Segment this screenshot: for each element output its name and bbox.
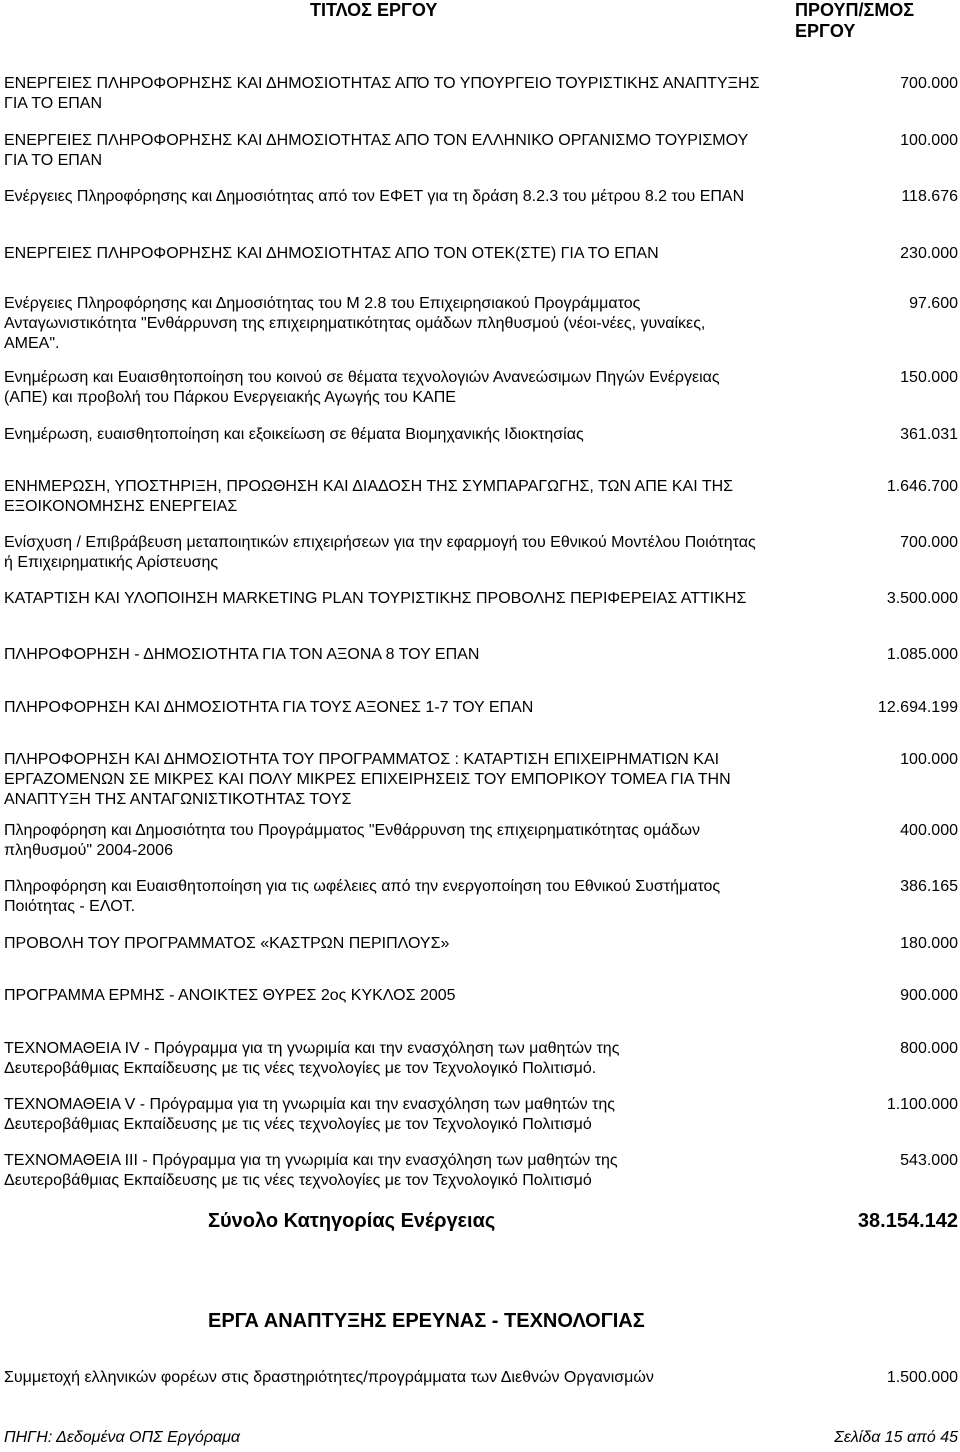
column-header-budget: ΠΡΟΥΠ/ΣΜΟΣ ΕΡΓΟΥ xyxy=(795,0,915,41)
row-amount: 100.000 xyxy=(900,132,958,149)
row-amount: 230.000 xyxy=(900,245,958,262)
row-title: ΠΛΗΡΟΦΟΡΗΣΗ - ΔΗΜΟΣΙΟΤΗΤΑ ΓΙΑ ΤΟΝ ΑΞΟΝΑ 8 ΤΟΥ ΕΠΑΝ xyxy=(4,646,480,663)
row-amount: 100.000 xyxy=(900,751,958,768)
section-title: ΕΡΓΑ ΑΝΑΠΤΥΞΗΣ ΕΡΕΥΝΑΣ - ΤΕΧΝΟΛΟΓΙΑΣ xyxy=(208,1310,645,1332)
row-amount: 700.000 xyxy=(900,75,958,92)
row-title: ΕΝΗΜΕΡΩΣΗ, ΥΠΟΣΤΗΡΙΞΗ, ΠΡΟΩΘΗΣΗ ΚΑΙ ΔΙΑΔΟΣΗ ΤΗΣ ΣΥΜΠΑΡΑΓΩΓΗΣ, ΤΩΝ ΑΠΕ ΚΑΙ ΤΗΣ ΕΞΟΙΚΟΝΟΜΗΣΗΣ ΕΝΕΡΓΕΙΑΣ xyxy=(4,478,734,515)
row-amount: 800.000 xyxy=(900,1040,958,1057)
row-amount: 1.646.700 xyxy=(886,478,958,495)
row-title: ΕΝΕΡΓΕΙΕΣ ΠΛΗΡΟΦΟΡΗΣΗΣ ΚΑΙ ΔΗΜΟΣΙΟΤΗΤΑΣ ΑΠΟ ΤΟΝ ΟΤΕΚ(ΣΤΕ) ΓΙΑ ΤΟ ΕΠΑΝ xyxy=(4,245,659,262)
row-amount: 3.500.000 xyxy=(886,590,958,607)
category-total-value: 38.154.142 xyxy=(857,1210,958,1232)
row-amount: 700.000 xyxy=(900,534,958,551)
row-amount: 1.500.000 xyxy=(886,1369,958,1386)
row-title: Ενέργειες Πληροφόρησης και Δημοσιότητας του Μ 2.8 του Επιχειρησιακού Προγράμματος Ανταγωνιστικότητα "Ενθάρρυνση της επιχειρηματικότητας ομάδων πληθυσμού (νέοι-νέες, γυναίκες, ΑΜΕΑ". xyxy=(4,295,706,352)
row-amount: 400.000 xyxy=(900,822,958,839)
row-title: ΚΑΤΑΡΤΙΣΗ ΚΑΙ ΥΛΟΠΟΙΗΣΗ MARKETING PLAN ΤΟΥΡΙΣΤΙΚΗΣ ΠΡΟΒΟΛΗΣ ΠΕΡΙΦΕΡΕΙΑΣ ΑΤΤΙΚΗΣ xyxy=(4,590,747,607)
row-title: Συμμετοχή ελληνικών φορέων στις δραστηριότητες/προγράμματα των Διεθνών Οργανισμών xyxy=(4,1369,654,1386)
row-title: ΤΕΧΝΟΜΑΘΕΙΑ III - Πρόγραμμα για τη γνωριμία και την ενασχόληση των μαθητών της Δευτεροβάθμιας Εκπαίδευσης με τις νέες τεχνολογίες με τον Τεχνολογικό Πολιτισμό xyxy=(4,1152,618,1189)
row-amount: 12.694.199 xyxy=(877,699,958,716)
row-title: ΕΝΕΡΓΕΙΕΣ ΠΛΗΡΟΦΟΡΗΣΗΣ ΚΑΙ ΔΗΜΟΣΙΟΤΗΤΑΣ ΑΠΌ ΤΟ ΥΠΟΥΡΓΕΙΟ ΤΟΥΡΙΣΤΙΚΗΣ ΑΝΑΠΤΥΞΗΣ ΓΙΑ ΤΟ ΕΠΑΝ xyxy=(4,75,760,112)
row-amount: 118.676 xyxy=(901,188,958,205)
row-amount: 180.000 xyxy=(900,935,958,952)
row-title: Ενημέρωση και Ευαισθητοποίηση του κοινού σε θέματα τεχνολογιών Ανανεώσιμων Πηγών Ενέργειας (ΑΠΕ) και προβολή του Πάρκου Ενεργειακής Αγωγής του ΚΑΠΕ xyxy=(4,369,720,406)
row-title: ΕΝΕΡΓΕΙΕΣ ΠΛΗΡΟΦΟΡΗΣΗΣ ΚΑΙ ΔΗΜΟΣΙΟΤΗΤΑΣ ΑΠΟ ΤΟΝ ΕΛΛΗΝΙΚΟ ΟΡΓΑΝΙΣΜΟ ΤΟΥΡΙΣΜΟΥ ΓΙΑ ΤΟ ΕΠΑΝ xyxy=(4,132,748,169)
row-title: ΠΛΗΡΟΦΟΡΗΣΗ ΚΑΙ ΔΗΜΟΣΙΟΤΗΤΑ ΤΟΥ ΠΡΟΓΡΑΜΜΑΤΟΣ : ΚΑΤΑΡΤΙΣΗ ΕΠΙΧΕΙΡΗΜΑΤΙΩΝ ΚΑΙ ΕΡΓΑΖΟΜΕΝΩΝ ΣΕ ΜΙΚΡΕΣ ΚΑΙ ΠΟΛΥ ΜΙΚΡΕΣ ΕΠΙΧΕΙΡΗΣΕΙΣ ΤΟΥ ΕΜΠΟΡΙΚΟΥ ΤΟΜΕΑ ΓΙΑ ΤΗΝ ΑΝΑΠΤΥΞΗ ΤΗΣ ΑΝΤΑΓΩΝΙΣΤΙΚΟΤΗΤΑΣ ΤΟΥΣ xyxy=(4,751,731,808)
row-amount: 543.000 xyxy=(900,1152,958,1169)
row-title: Ενίσχυση / Επιβράβευση μεταποιητικών επιχειρήσεων για την εφαρμογή του Εθνικού Μοντέλου Ποιότητας ή Επιχειρηματικής Αρίστευσης xyxy=(4,534,756,571)
row-title: ΠΡΟΓΡΑΜΜΑ ΕΡΜΗΣ - ΑΝΟΙΚΤΕΣ ΘΥΡΕΣ 2ος ΚΥΚΛΟΣ 2005 xyxy=(4,987,456,1004)
row-title: ΤΕΧΝΟΜΑΘΕΙΑ V - Πρόγραμμα για τη γνωριμία και την ενασχόληση των μαθητών της Δευτεροβάθμιας Εκπαίδευσης με τις νέες τεχνολογίες με τον Τεχνολογικό Πολιτισμό xyxy=(4,1096,615,1133)
row-title: ΠΡΟΒΟΛΗ ΤΟΥ ΠΡΟΓΡΑΜΜΑΤΟΣ «ΚΑΣΤΡΩΝ ΠΕΡΙΠΛΟΥΣ» xyxy=(4,935,450,952)
row-title: Ενέργειες Πληροφόρησης και Δημοσιότητας από τον ΕΦΕΤ για τη δράση 8.2.3 του μέτρου 8.2 του ΕΠΑΝ xyxy=(4,188,745,205)
footer-source: ΠΗΓΗ: Δεδομένα ΟΠΣ Εργόραμα xyxy=(4,1429,241,1446)
category-total-label: Σύνολο Κατηγορίας Ενέργειας xyxy=(208,1210,496,1232)
row-amount: 1.100.000 xyxy=(886,1096,958,1113)
row-title: Πληροφόρηση και Δημοσιότητα του Προγράμματος "Ενθάρρυνση της επιχειρηματικότητας ομάδων πληθυσμού" 2004-2006 xyxy=(4,822,701,859)
row-amount: 900.000 xyxy=(900,987,958,1004)
footer-page-number: Σελίδα 15 από 45 xyxy=(834,1429,958,1446)
row-title: Πληροφόρηση και Ευαισθητοποίηση για τις ωφέλειες από την ενεργοποίηση του Εθνικού Συστήματος Ποιότητας - ΕΛΟΤ. xyxy=(4,878,721,915)
row-amount: 150.000 xyxy=(900,369,958,386)
row-amount: 386.165 xyxy=(900,878,958,895)
row-title: Ενημέρωση, ευαισθητοποίηση και εξοικείωση σε θέματα Βιομηχανικής Ιδιοκτησίας xyxy=(4,426,584,443)
row-amount: 97.600 xyxy=(909,295,958,312)
row-amount: 1.085.000 xyxy=(886,646,958,663)
column-header-title: ΤΙΤΛΟΣ ΕΡΓΟΥ xyxy=(310,0,438,20)
row-title: ΠΛΗΡΟΦΟΡΗΣΗ ΚΑΙ ΔΗΜΟΣΙΟΤΗΤΑ ΓΙΑ ΤΟΥΣ ΑΞΟΝΕΣ 1-7 ΤΟΥ ΕΠΑΝ xyxy=(4,699,534,716)
row-amount: 361.031 xyxy=(900,426,958,443)
row-title: ΤΕΧΝΟΜΑΘΕΙΑ IV - Πρόγραμμα για τη γνωριμία και την ενασχόληση των μαθητών της Δευτεροβάθμιας Εκπαίδευσης με τις νέες τεχνολογίες με τον Τεχνολογικό Πολιτισμό. xyxy=(4,1040,620,1077)
